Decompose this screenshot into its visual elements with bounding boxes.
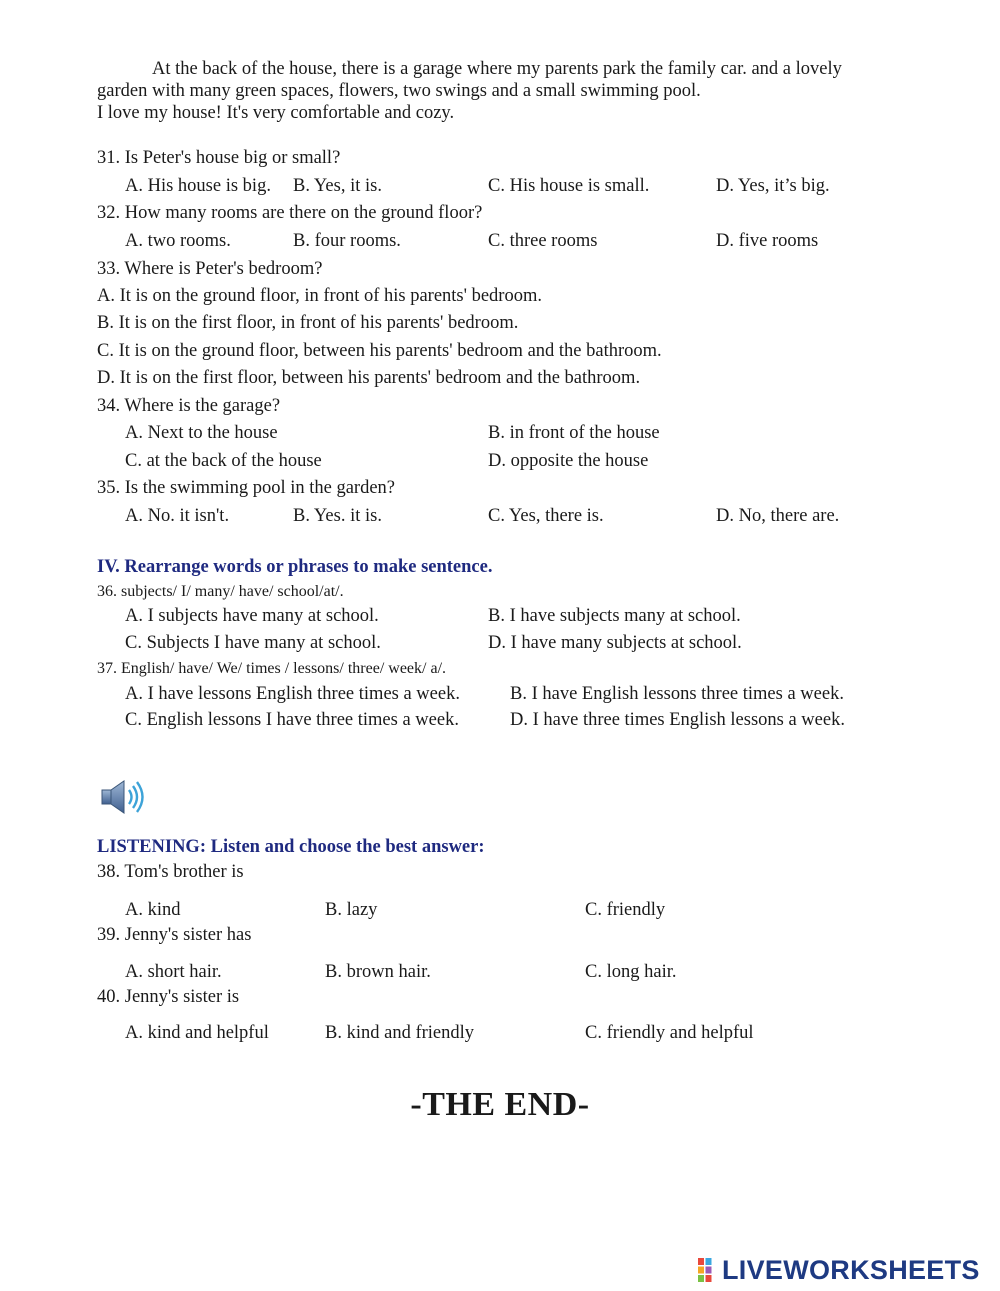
q36-option-b[interactable]: B. I have subjects many at school.	[488, 606, 741, 626]
q39-option-b[interactable]: B. brown hair.	[325, 962, 431, 982]
the-end-text: -THE END-	[410, 1086, 590, 1123]
q36-option-d[interactable]: D. I have many subjects at school.	[488, 633, 742, 653]
listening-heading: LISTENING: Listen and choose the best answer:	[97, 837, 485, 857]
q32-option-c[interactable]: C. three rooms	[488, 231, 598, 251]
q35-option-c[interactable]: C. Yes, there is.	[488, 506, 604, 526]
passage-line-2: garden with many green spaces, flowers, two swings and a small swimming pool.	[97, 81, 701, 101]
q33-option-c[interactable]: C. It is on the ground floor, between his parents' bedroom and the bathroom.	[97, 341, 662, 361]
q37-option-c[interactable]: C. English lessons I have three times a week.	[125, 710, 459, 730]
q38-option-a[interactable]: A. kind	[125, 900, 181, 920]
q36-option-a[interactable]: A. I subjects have many at school.	[125, 606, 379, 626]
question-38: 38. Tom's brother is	[97, 862, 244, 882]
q33-option-b[interactable]: B. It is on the first floor, in front of his parents' bedroom.	[97, 313, 519, 333]
q38-option-b[interactable]: B. lazy	[325, 900, 378, 920]
q32-option-a[interactable]: A. two rooms.	[125, 231, 231, 251]
speaker-icon[interactable]	[100, 778, 150, 816]
question-31: 31. Is Peter's house big or small?	[97, 148, 341, 168]
q40-option-a[interactable]: A. kind and helpful	[125, 1023, 269, 1043]
q34-option-c[interactable]: C. at the back of the house	[125, 451, 322, 471]
q39-option-c[interactable]: C. long hair.	[585, 962, 677, 982]
question-40: 40. Jenny's sister is	[97, 987, 240, 1007]
q36-option-c[interactable]: C. Subjects I have many at school.	[125, 633, 381, 653]
q37-option-a[interactable]: A. I have lessons English three times a week.	[125, 684, 460, 704]
q39-option-a[interactable]: A. short hair.	[125, 962, 222, 982]
q38-option-c[interactable]: C. friendly	[585, 900, 666, 920]
liveworksheets-logo-text: LIVEWORKSHEETS	[722, 1254, 980, 1285]
question-39: 39. Jenny's sister has	[97, 925, 252, 945]
question-32: 32. How many rooms are there on the ground floor?	[97, 203, 483, 223]
q35-option-b[interactable]: B. Yes. it is.	[293, 506, 382, 526]
question-37: 37. English/ have/ We/ times / lessons/ three/ week/ a/.	[97, 660, 447, 677]
q40-option-c[interactable]: C. friendly and helpful	[585, 1023, 754, 1043]
question-33: 33. Where is Peter's bedroom?	[97, 259, 323, 279]
q31-option-c[interactable]: C. His house is small.	[488, 176, 650, 196]
q37-option-d[interactable]: D. I have three times English lessons a week.	[510, 710, 845, 730]
q35-option-a[interactable]: A. No. it isn't.	[125, 506, 230, 526]
q37-option-b[interactable]: B. I have English lessons three times a week.	[510, 684, 844, 704]
q31-option-a[interactable]: A. His house is big.	[125, 176, 271, 196]
question-36: 36. subjects/ I/ many/ have/ school/at/.	[97, 583, 344, 600]
q32-option-d[interactable]: D. five rooms	[716, 231, 819, 251]
liveworksheets-logo	[697, 1255, 980, 1285]
section-4-heading: IV. Rearrange words or phrases to make sentence.	[97, 557, 493, 577]
passage-line-3: I love my house! It's very comfortable and cozy.	[97, 103, 455, 123]
question-35: 35. Is the swimming pool in the garden?	[97, 478, 396, 498]
q33-option-a[interactable]: A. It is on the ground floor, in front of his parents' bedroom.	[97, 286, 542, 306]
q31-option-b[interactable]: B. Yes, it is.	[293, 176, 382, 196]
q32-option-b[interactable]: B. four rooms.	[293, 231, 401, 251]
q40-option-b[interactable]: B. kind and friendly	[325, 1023, 475, 1043]
q34-option-d[interactable]: D. opposite the house	[488, 451, 649, 471]
q33-option-d[interactable]: D. It is on the first floor, between his parents' bedroom and the bathroom.	[97, 368, 641, 388]
q35-option-d[interactable]: D. No, there are.	[716, 506, 840, 526]
q34-option-b[interactable]: B. in front of the house	[488, 423, 660, 443]
question-34: 34. Where is the garage?	[97, 396, 281, 416]
liveworksheets-logo-icon	[697, 1257, 719, 1283]
q31-option-d[interactable]: D. Yes, it’s big.	[716, 176, 830, 196]
q34-option-a[interactable]: A. Next to the house	[125, 423, 278, 443]
passage-line-1: At the back of the house, there is a garage where my parents park the family car. and a lovely	[152, 59, 842, 79]
